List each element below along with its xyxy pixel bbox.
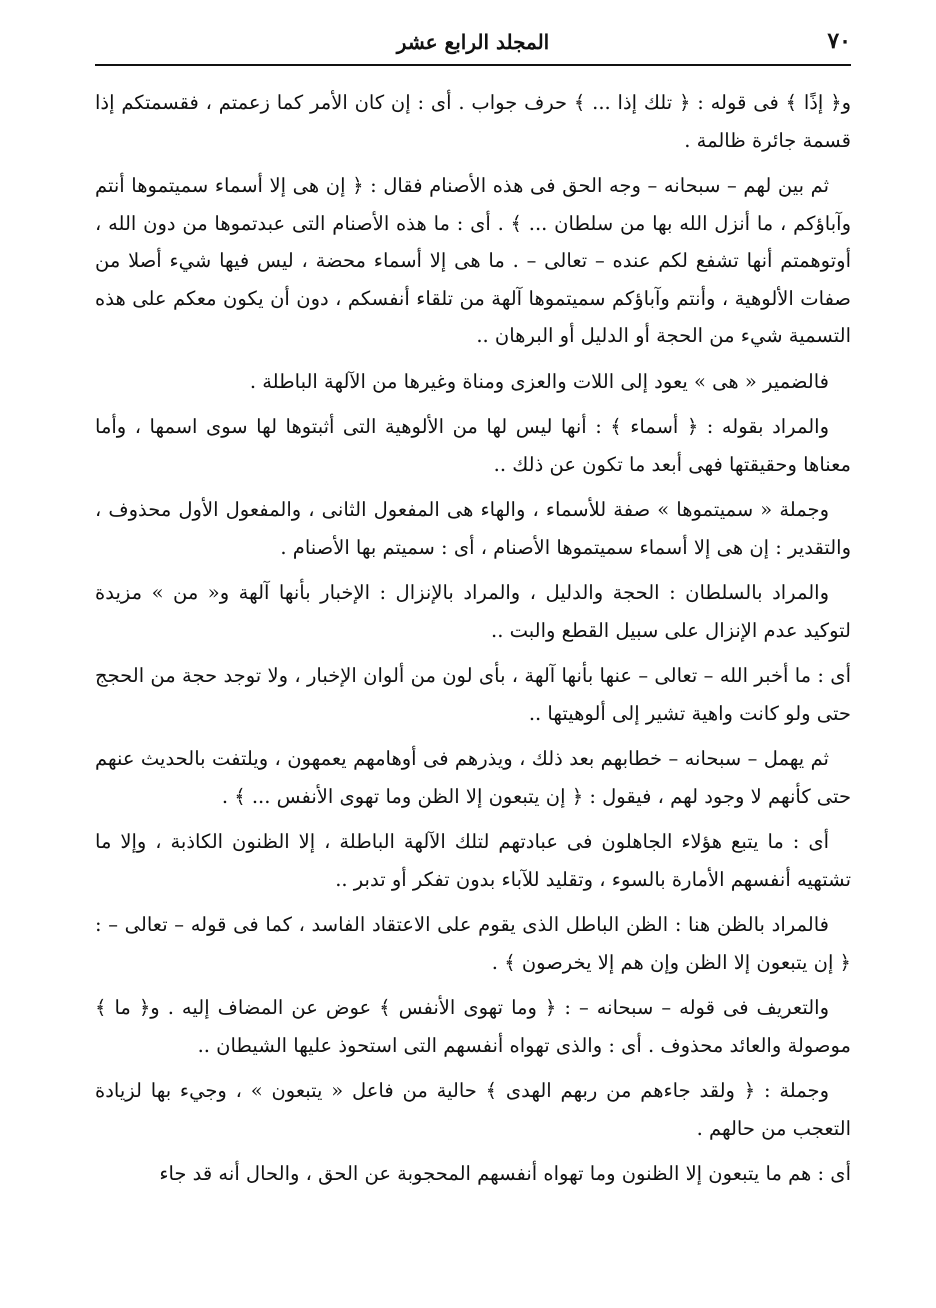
paragraph: أى : ما يتبع هؤلاء الجاهلون فى عبادتهم لتلك الآلهة الباطلة ، إلا الظنون الكاذبة ، وإلا ما تشتهيه أنفسهم الأمارة بالسوء ، وتقليد للآباء بدون تفكر أو تدبر .. bbox=[95, 830, 851, 891]
paragraph: أى : هم ما يتبعون إلا الظنون وما تهواه أنفسهم المحجوبة عن الحق ، والحال أنه قد جاء bbox=[159, 1162, 851, 1185]
paragraph: والمراد بالسلطان : الحجة والدليل ، والمراد بالإنزال : الإخبار بأنها آلهة و« من » مزيدة لتوكيد عدم الإنزال على سبيل القطع والبت .. bbox=[95, 581, 851, 642]
paragraph: ثم بين لهم – سبحانه – وجه الحق فى هذه الأصنام فقال : ﴿ إن هى إلا أسماء سميتموها أنتم وآباؤكم ، ما أنزل الله بها من سلطان ... ﴾ . أى : ما هذه الأصنام التى عبدتموها من دون الله ، أوتوهمتم أنها تشفع لكم عنده – تعالى – . ما هى إلا أسماء محضة ، ليس فيها شيء أصلا من صفات الألوهية ، وأنتم وآباؤكم سميتموها آلهة من تلقاء أنفسكم ، دون أن يكون معكم على هذه التسمية شيء من الحجة أو الدليل أو البرهان .. bbox=[95, 174, 851, 347]
paragraph: أى : ما أخبر الله – تعالى – عنها بأنها آلهة ، بأى لون من ألوان الإخبار ، ولا توجد حجة من الحجج حتى ولو كانت واهية تشير إلى ألوهيتها .. bbox=[95, 664, 851, 725]
paragraph: و﴿ إذًا ﴾ فى قوله : ﴿ تلك إذا ... ﴾ حرف جواب . أى : إن كان الأمر كما زعمتم ، فقسمتكم إذا قسمة جائرة ظالمة . bbox=[95, 91, 851, 152]
paragraph: ثم يهمل – سبحانه – خطابهم بعد ذلك ، ويذرهم فى أوهامهم يعمهون ، ويلتفت بالحديث عنهم حتى كأنهم لا وجود لهم ، فيقول : ﴿ إن يتبعون إلا الظن وما تهوى الأنفس ... ﴾ . bbox=[95, 747, 851, 808]
paragraph: والتعريف فى قوله – سبحانه – : ﴿ وما تهوى الأنفس ﴾ عوض عن المضاف إليه . و﴿ ما ﴾ موصولة والعائد محذوف . أى : والذى تهواه أنفسهم التى استحوذ عليها الشيطان .. bbox=[95, 996, 851, 1057]
page-body bbox=[95, 84, 851, 1193]
paragraph: فالضمير « هى » يعود إلى اللات والعزى ومناة وغيرها من الآلهة الباطلة . bbox=[249, 369, 829, 393]
book-page bbox=[95, 22, 851, 1292]
paragraph: والمراد بقوله : ﴿ أسماء ﴾ : أنها ليس لها من الألوهية التى أثبتوها لها سوى اسمها ، وأما معناها وحقيقتها فهى أبعد ما تكون عن ذلك .. bbox=[95, 415, 851, 476]
paragraph: وجملة : ﴿ ولقد جاءهم من ربهم الهدى ﴾ حالية من فاعل « يتبعون » ، وجيء بها لزيادة التعجب من حالهم . bbox=[95, 1079, 851, 1140]
page-number: ٧٠ bbox=[827, 28, 851, 54]
page-header bbox=[95, 22, 851, 66]
running-title: المجلد الرابع عشر bbox=[396, 30, 550, 54]
paragraph: فالمراد بالظن هنا : الظن الباطل الذى يقوم على الاعتقاد الفاسد ، كما فى قوله – تعالى – : ﴿ إن يتبعون إلا الظن وإن هم إلا يخرصون ﴾ . bbox=[95, 913, 851, 974]
paragraph: وجملة « سميتموها » صفة للأسماء ، والهاء هى المفعول الثانى ، والمفعول الأول محذوف ، والتقدير : إن هى إلا أسماء سميتموها الأصنام ، أى : سميتم بها الأصنام . bbox=[95, 498, 851, 559]
